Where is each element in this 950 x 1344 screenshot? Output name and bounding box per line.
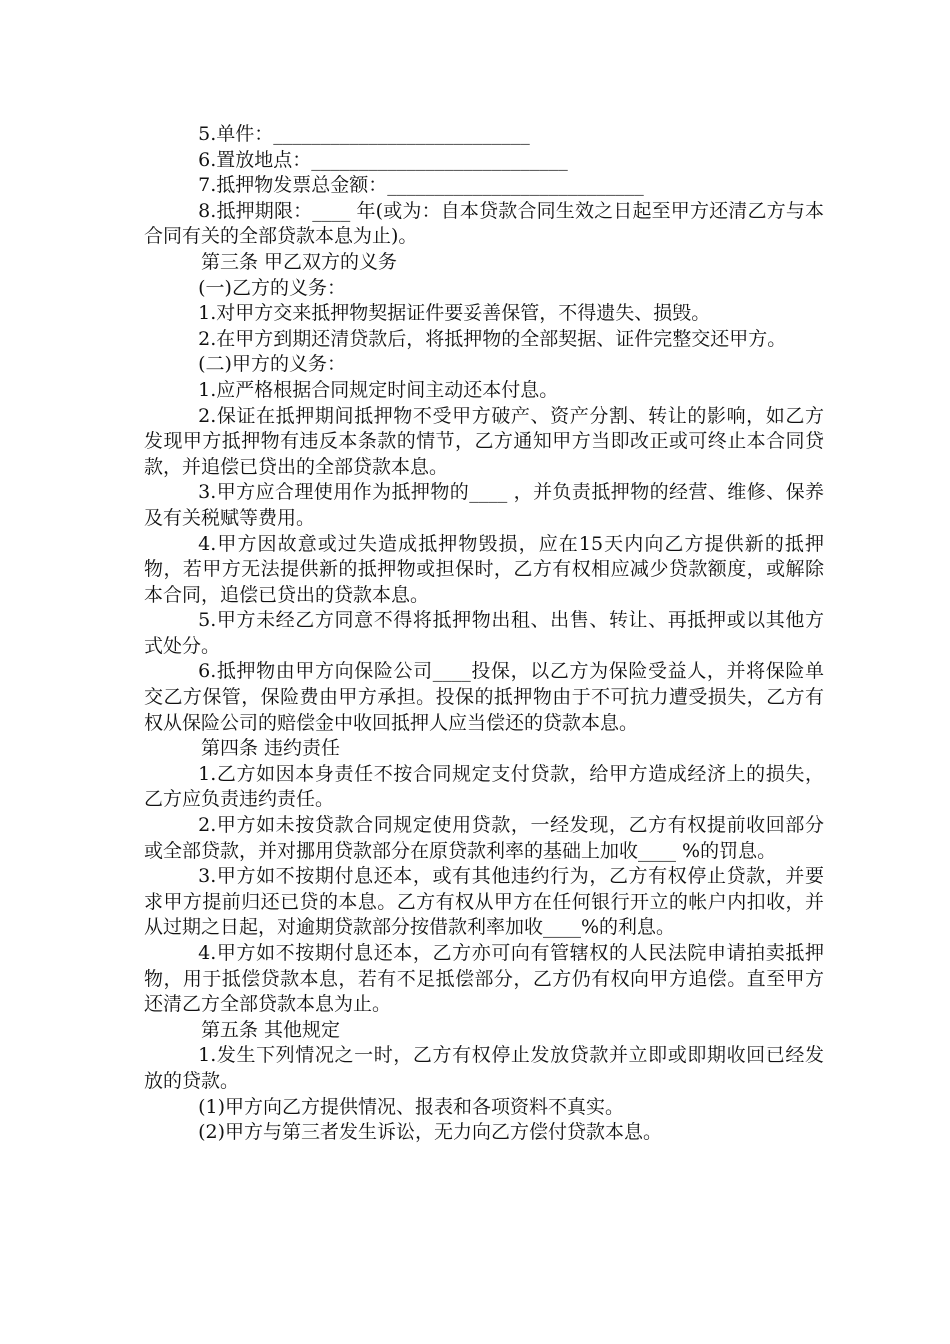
other-provision-1-case-2: (2)甲方与第三者发生诉讼，无力向乙方偿付贷款本息。 [198, 1121, 663, 1144]
party-b-duty-1: 1.对甲方交来抵押物契据证件要妥善保管，不得遗失、损毁。 [198, 302, 711, 325]
article-3-heading: 第三条 甲乙双方的义务 [201, 250, 398, 273]
section-party-b-duties: (一)乙方的义务： [198, 276, 346, 299]
party-a-duty-2: 2.保证在抵押期间抵押物不受甲方破产、资产分割、转让的影响，如乙方发现甲方抵押物有违反本条款的情节，乙方通知甲方当即改正或可终止本合同贷款，并追偿已贷出的全部贷款本息。 [144, 404, 824, 478]
clause-item-6: 6.置放地点：___________________________ [198, 148, 568, 171]
liability-4: 4.甲方如不按期付息还本，乙方亦可向有管辖权的人民法院申请拍卖抵押物，用于抵偿贷款本息，若有不足抵偿部分，乙方仍有权向甲方追偿。直至甲方还清乙方全部贷款本息为止。 [144, 942, 824, 1016]
liability-3: 3.甲方如不按期付息还本，或有其他违约行为，乙方有权停止贷款，并要求甲方提前归还已贷的本息。乙方有权从甲方在任何银行开立的帐户内扣收，并从过期之日起，对逾期贷款部分按借款利率加收____%的利息。 [144, 865, 824, 939]
liability-1: 1.乙方如因本身责任不按合同规定支付贷款，给甲方造成经济上的损失，乙方应负责违约责任。 [144, 762, 824, 811]
article-4-heading: 第四条 违约责任 [201, 737, 341, 760]
other-provision-1-case-1: (1)甲方向乙方提供情况、报表和各项资料不真实。 [198, 1095, 625, 1118]
party-a-duty-1: 1.应严格根据合同规定时间主动还本付息。 [198, 378, 559, 401]
clause-item-5: 5.单件：___________________________ [198, 123, 530, 145]
party-a-duty-3: 3.甲方应合理使用作为抵押物的____ ，并负责抵押物的经营、维修、保养及有关税赋等费用。 [144, 481, 824, 529]
section-party-a-duties: (二)甲方的义务： [198, 353, 346, 376]
other-provision-1: 1.发生下列情况之一时，乙方有权停止发放贷款并立即或即期收回已经发放的贷款。 [144, 1044, 824, 1092]
party-b-duty-2: 2.在甲方到期还清贷款后，将抵押物的全部契据、证件完整交还甲方。 [198, 327, 787, 350]
party-a-duty-5: 5.甲方未经乙方同意不得将抵押物出租、出售、转让、再抵押或以其他方式处分。 [144, 609, 824, 657]
party-a-duty-4: 4.甲方因故意或过失造成抵押物毁损，应在15天内向乙方提供新的抵押物，若甲方无法提供新的抵押物或担保时，乙方有权相应减少贷款额度，或解除本合同，追偿已贷出的贷款本息。 [144, 532, 824, 606]
liability-2: 2.甲方如未按贷款合同规定使用贷款，一经发现，乙方有权提前收回部分或全部贷款，并对挪用贷款部分在原贷款利率的基础上加收____ %的罚息。 [144, 814, 824, 862]
party-a-duty-6: 6.抵押物由甲方向保险公司____投保，以乙方为保险受益人，并将保险单交乙方保管，保险费由甲方承担。投保的抵押物由于不可抗力遭受损失，乙方有权从保险公司的赔偿金中收回抵押人应当偿还的贷款本息。 [144, 660, 824, 734]
clause-item-8: 8.抵押期限：____ 年(或为：自本贷款合同生效之日起至甲方还清乙方与本合同有关的全部贷款本息为止)。 [144, 199, 824, 248]
document-page [144, 122, 824, 1146]
article-5-heading: 第五条 其他规定 [201, 1018, 341, 1041]
clause-item-7: 7.抵押物发票总金额：___________________________ [198, 174, 644, 197]
